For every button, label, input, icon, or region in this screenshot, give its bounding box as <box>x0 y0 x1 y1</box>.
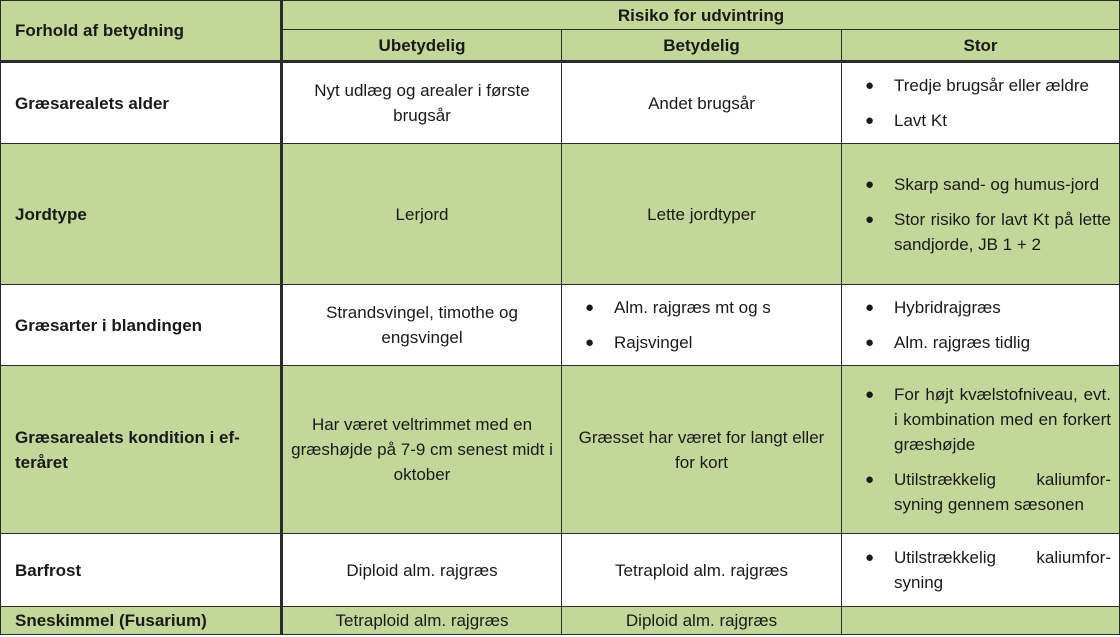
cell-betydelig: Tetraploid alm. rajgræs <box>562 534 842 607</box>
bullet-item: ● Skarp sand- og humus-jord <box>850 172 1111 197</box>
bullet-icon: ● <box>865 299 875 316</box>
table-row <box>1 607 1120 635</box>
header-stor: Stor <box>842 30 1120 62</box>
bullet-icon: ● <box>865 112 875 129</box>
bullet-item: ● Rajsvingel <box>570 330 833 355</box>
cell-ubetydelig: Tetraploid alm. rajgræs <box>282 607 562 635</box>
bullet-icon: ● <box>865 471 875 488</box>
cell-betydelig: Andet brugsår <box>562 62 842 144</box>
cell-betydelig <box>562 285 842 366</box>
bullet-item: ● For højt kvælstofniveau, evt. i kombination med en forkert græshøjde <box>850 382 1111 457</box>
bullet-icon: ● <box>865 334 875 351</box>
bullet-item: ● Utilstrækkelig kaliumfor-syning gennem sæsonen <box>850 467 1111 517</box>
bullet-item: ● Alm. rajgræs tidlig <box>850 330 1111 355</box>
cell-ubetydelig: Lerjord <box>282 144 562 285</box>
cell-betydelig: Lette jordtyper <box>562 144 842 285</box>
cell-stor <box>842 607 1120 635</box>
table-row <box>1 534 1120 607</box>
bullet-item: ● Hybridrajgræs <box>850 295 1111 320</box>
bullet-icon: ● <box>865 210 875 228</box>
bullet-item: ● Stor risiko for lavt Kt på lette sandjorde, JB 1 + 2 <box>850 207 1111 257</box>
cell-ubetydelig: Diploid alm. rajgræs <box>282 534 562 607</box>
cell-betydelig: Diploid alm. rajgræs <box>562 607 842 635</box>
row-label: Græsarealets kondition i ef-teråret <box>1 366 282 534</box>
header-factor: Forhold af betydning <box>1 1 282 62</box>
bullet-icon: ● <box>865 549 875 566</box>
bullet-icon: ● <box>865 175 875 193</box>
row-label: Græsarealets alder <box>1 62 282 144</box>
table-row <box>1 366 1120 534</box>
header-betydelig: Betydelig <box>562 30 842 62</box>
cell-stor <box>842 285 1120 366</box>
bullet-icon: ● <box>865 386 875 403</box>
cell-stor <box>842 144 1120 285</box>
bullet-item: ● Utilstrækkelig kaliumfor-syning <box>850 545 1111 595</box>
row-label: Græsarter i blandingen <box>1 285 282 366</box>
header-risk-group: Risiko for udvintring <box>282 1 1120 30</box>
table-row <box>1 62 1120 144</box>
table-row <box>1 144 1120 285</box>
row-label: Sneskimmel (Fusarium) <box>1 607 282 635</box>
bullet-icon: ● <box>585 334 595 351</box>
cell-ubetydelig: Nyt udlæg og arealer i første brugsår <box>282 62 562 144</box>
cell-stor <box>842 62 1120 144</box>
cell-betydelig: Græsset har været for langt eller for kort <box>562 366 842 534</box>
bullet-icon: ● <box>865 77 875 94</box>
header-ubetydelig: Ubetydelig <box>282 30 562 62</box>
row-label: Jordtype <box>1 144 282 285</box>
cell-ubetydelig: Har været veltrimmet med en græshøjde på 7-9 cm senest midt i oktober <box>282 366 562 534</box>
table-row <box>1 285 1120 366</box>
cell-stor <box>842 366 1120 534</box>
bullet-item: ● Tredje brugsår eller ældre <box>850 73 1111 98</box>
bullet-icon: ● <box>585 299 595 316</box>
bullet-item: ● Alm. rajgræs mt og s <box>570 295 833 320</box>
row-label: Barfrost <box>1 534 282 607</box>
bullet-item: ● Lavt Kt <box>850 108 1111 133</box>
cell-stor <box>842 534 1120 607</box>
cell-ubetydelig: Strandsvingel, timothe og engsvingel <box>282 285 562 366</box>
